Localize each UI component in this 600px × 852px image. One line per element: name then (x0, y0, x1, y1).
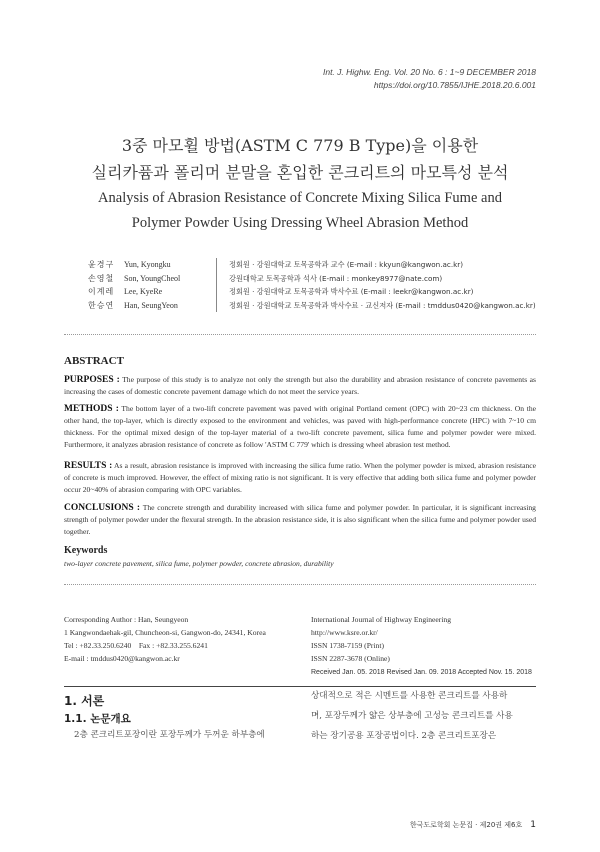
divider (64, 584, 536, 585)
body-line: 며, 포장두께가 얇은 상부층에 고성능 콘크리트를 사용 (311, 711, 513, 721)
journal-citation (323, 66, 536, 92)
results-text: As a result, abrasion resistance is improved with increasing the silica fume ratio. When the polymer powder is mixed, abrasion resistance of concrete is much improved. However, the effect of mixing ratio is not significant. It is very effective that adding both silica fume and polymer powder occur 20~40% of abrasion comparing with OPC variables. (64, 461, 537, 494)
author-name-en: Lee, KyeRe (124, 285, 217, 299)
section-heading-introduction: 1. 서론 (64, 694, 105, 708)
author-name-ko: 한승연 (88, 300, 115, 310)
footer-journal: 한국도로학회 논문집 · 제20권 제6호 (409, 821, 523, 829)
subsection-heading-overview: 1.1. 논문개요 (64, 713, 131, 725)
title-en-line2: Polymer Powder Using Dressing Wheel Abrasion Method (131, 215, 469, 231)
keywords-heading: Keywords (64, 545, 108, 556)
author-affiliation: 정회원 · 강원대학교 토목공학과 박사수료 · 교신저자 (E-mail : tmddus0420@kangwon.ac.kr) (229, 300, 536, 310)
page-number: 1 (530, 820, 536, 830)
issn-online: ISSN 2287-3678 (Online) (311, 654, 390, 663)
author-affiliation: 정회원 · 강원대학교 토목공학과 교수 (E-mail : kkyun@kangwon.ac.kr) (229, 260, 464, 269)
author-affiliation: 강원대학교 토목공학과 석사 (E-mail : monkey8977@nate.com) (229, 273, 443, 283)
conclusions-text: The concrete strength and durability increased with silica fume and polymer powder. In particular, it is significant increasing strength of polymer powder under the flexural strength. In the abrasion resistance side, it is also significant when the silica fume and polymer powder used together. (64, 503, 536, 536)
abstract-methods (64, 403, 536, 451)
author-row (88, 272, 536, 286)
journal-name: International Journal of Highway Engineering (311, 615, 452, 624)
author-affiliation: 정회원 · 강원대학교 토목공학과 박사수료 (E-mail : leekr@kangwon.ac.kr) (229, 287, 474, 296)
body-line: 하는 장기공용 포장공법이다. 2층 콘크리트포장은 (311, 731, 497, 741)
abstract-conclusions (64, 502, 536, 538)
author-name-en: Son, YoungCheol (124, 272, 217, 286)
conclusions-label: CONCLUSIONS : (64, 503, 141, 513)
purposes-label: PURPOSES : (64, 375, 120, 385)
journal-url[interactable]: http://www.ksre.or.kr/ (311, 628, 378, 637)
abstract-heading: ABSTRACT (64, 355, 124, 367)
corr-address: 1 Kangwondaehak-gil, Chuncheon-si, Gangwon-do, 24341, Korea (64, 628, 266, 637)
author-name-ko: 이계레 (88, 287, 115, 296)
issn-print: ISSN 1738-7159 (Print) (311, 641, 384, 650)
methods-text: The bottom layer of a two-lift concrete pavement was paved with original Portland cement (OPC) with 20~23 cm thickness. On the other hand, the top-layer, which is directly exposed to the environment and vehicles, was paved with high-performance concrete (HPC) with 7~10 cm thickness. For the optimal mixed design of the top-layer material of a two-lift concrete pavement, silica fume and polymer powder were mixed. Furthermore, it analyzes abrasion resistance of concrete as follow 'ASTM C 779' which is dressing wheel abrasion test method. (64, 404, 537, 449)
body-right-column (311, 686, 537, 746)
doi-link[interactable]: https://doi.org/10.7855/IJHE.2018.20.6.001 (373, 80, 536, 90)
corresponding-author-block (64, 613, 266, 665)
author-name-en: Han, SeungYeon (124, 299, 217, 313)
corr-phone: Tel : +82.33.250.6240 Fax : +82.33.255.6241 (64, 641, 208, 650)
methods-label: METHODS : (64, 404, 119, 414)
title-english (0, 186, 600, 236)
author-row (88, 285, 536, 299)
title-en-line1: Analysis of Abrasion Resistance of Concrete Mixing Silica Fume and (98, 190, 502, 206)
body-left-column: 2층 콘크리트포장이란 포장두께가 두꺼운 하부층에 (74, 730, 265, 740)
citation-line: Int. J. Highw. Eng. Vol. 20 No. 6 : 1~9 DECEMBER 2018 (322, 67, 536, 77)
author-name-ko: 윤경구 (88, 260, 115, 269)
title-ko-line2: 실리카퓸과 폴리머 분말을 혼입한 콘크리트의 마모특성 분석 (91, 163, 509, 182)
author-row (88, 299, 536, 313)
keywords-text: two-layer concrete pavement, silica fume, polymer powder, concrete abrasion, durability (64, 559, 334, 568)
author-name-ko: 손영철 (88, 273, 115, 283)
journal-info-block (311, 613, 532, 679)
author-name-en: Yun, Kyongku (124, 258, 217, 272)
corr-email[interactable]: E-mail : tmddus0420@kangwon.ac.kr (64, 654, 180, 663)
abstract-purposes (64, 374, 536, 398)
corr-author: Corresponding Author : Han, Seungyeon (64, 615, 189, 624)
body-line: 상대적으로 적은 시멘트를 사용한 콘크리트를 사용하 (311, 691, 508, 701)
author-row (88, 258, 536, 272)
received-dates: Received Jan. 05. 2018 Revised Jan. 09. 2018 Accepted Nov. 15. 2018 (311, 669, 532, 676)
purposes-text: The purpose of this study is to analyze not only the strength but also the durability and abrasion resistance of concrete pavements as increasing the cases of domestic concrete pavement damage which do not meet the service years. (64, 375, 536, 396)
results-label: RESULTS : (64, 461, 113, 471)
author-list (88, 258, 536, 312)
page-footer (410, 820, 536, 830)
abstract-results (64, 460, 536, 496)
divider (64, 334, 536, 335)
title-korean (0, 132, 600, 186)
title-ko-line1: 3중 마모휠 방법(ASTM C 779 B Type)을 이용한 (121, 136, 479, 155)
